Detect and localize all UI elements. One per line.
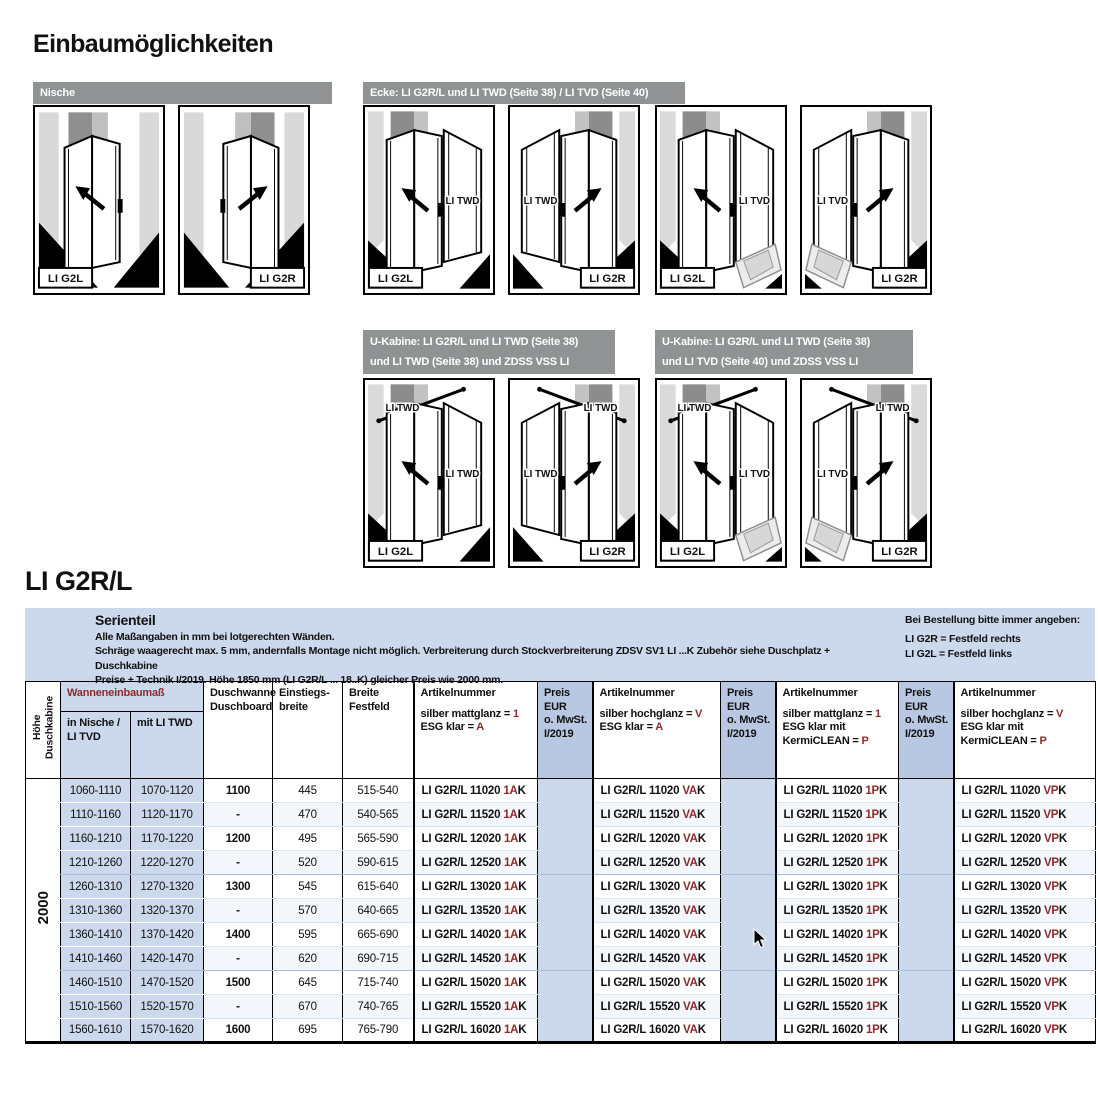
cell-einstiegsbreite: 695 — [273, 1019, 343, 1043]
cell-artikelnummer: LI G2R/L 11520 VAK — [593, 803, 721, 827]
cell-artikelnummer: LI G2R/L 13520 VPK — [954, 899, 1096, 923]
cell-artikelnummer: LI G2R/L 12520 1PK — [776, 851, 899, 875]
cell-wannenmass-nische: 1510-1560 — [61, 995, 131, 1019]
svg-text:LI TWD: LI TWD — [875, 402, 910, 414]
header-preis-1: Preis EUR o. MwSt. I/2019 — [538, 682, 593, 779]
product-title: LI G2R/L — [25, 566, 133, 596]
cell-artikelnummer: LI G2R/L 12020 VPK — [954, 827, 1096, 851]
section-bar-nische-label: Nische — [40, 87, 75, 99]
cell-artikelnummer: LI G2R/L 11520 1AK — [414, 803, 538, 827]
svg-text:LI G2R: LI G2R — [881, 546, 918, 559]
cell-artikelnummer: LI G2R/L 16020 VPK — [954, 1019, 1096, 1043]
diagram-ecke-li-g2l-tvd — [655, 105, 787, 295]
cell-artikelnummer: LI G2R/L 12020 1AK — [414, 827, 538, 851]
cell-einstiegsbreite: 670 — [273, 995, 343, 1019]
svg-text:LI TWD: LI TWD — [523, 195, 558, 207]
cell-preis — [721, 947, 776, 971]
cell-wannenmass-twd: 1320-1370 — [131, 899, 204, 923]
cell-breite-festfeld: 765-790 — [343, 1019, 414, 1043]
table-row — [26, 899, 1096, 923]
cell-artikelnummer: LI G2R/L 13520 1PK — [776, 899, 899, 923]
section-bar-ukabine-links — [363, 330, 615, 374]
order-note — [905, 613, 1093, 662]
section-bar-ukabine-links-line2: und LI TWD (Seite 38) und ZDSS VSS LI — [370, 356, 570, 368]
diagram-nische-li-g2r — [178, 105, 310, 295]
cell-wannenmass-twd: 1120-1170 — [131, 803, 204, 827]
diagram-ecke-li-g2l-twd — [363, 105, 495, 295]
cell-artikelnummer: LI G2R/L 14520 1AK — [414, 947, 538, 971]
svg-text:LI TVD: LI TVD — [738, 195, 771, 207]
cell-preis — [899, 947, 954, 971]
price-table-section — [25, 608, 1095, 1044]
cell-duschwanne: - — [204, 803, 273, 827]
cell-preis — [721, 851, 776, 875]
table-row — [26, 995, 1096, 1019]
svg-text:LI TWD: LI TWD — [583, 402, 618, 414]
cell-artikelnummer: LI G2R/L 16020 1PK — [776, 1019, 899, 1043]
cell-preis — [538, 971, 593, 995]
cell-artikelnummer: LI G2R/L 15520 1PK — [776, 995, 899, 1019]
svg-text:LI G2L: LI G2L — [377, 273, 414, 286]
cell-artikelnummer: LI G2R/L 13020 1PK — [776, 875, 899, 899]
cell-artikelnummer: LI G2R/L 11520 VPK — [954, 803, 1096, 827]
shower-diagram-art — [657, 380, 785, 566]
page-title: Einbaumöglichkeiten — [33, 30, 274, 58]
cell-preis — [721, 899, 776, 923]
shower-diagram-art — [657, 107, 785, 293]
cell-preis — [721, 827, 776, 851]
cell-duschwanne: - — [204, 995, 273, 1019]
diagram-ukabine-li-g2l-twd — [363, 378, 495, 568]
intro-line-2: Schräge waagerecht max. 5 mm, andernfalls Montage nicht möglich. Verbreiterung durch Stockverbreiterung ZDSV SV1 LI ...K Zubehör siehe Duschplatz + Duschkabine — [95, 645, 830, 672]
cell-wannenmass-twd: 1470-1520 — [131, 971, 204, 995]
cell-artikelnummer: LI G2R/L 13020 VPK — [954, 875, 1096, 899]
shower-diagram-art — [35, 107, 163, 293]
cell-einstiegsbreite: 645 — [273, 971, 343, 995]
cell-artikelnummer: LI G2R/L 16020 VAK — [593, 1019, 721, 1043]
section-bar-ukabine-rechts-line1: U-Kabine: LI G2R/L und LI TWD (Seite 38) — [662, 336, 871, 348]
cell-preis — [721, 803, 776, 827]
svg-text:LI TWD: LI TWD — [445, 468, 480, 480]
shower-diagram-art — [802, 380, 930, 566]
cell-einstiegsbreite: 495 — [273, 827, 343, 851]
header-hoehe-duschkabine: Höhe Duschkabine — [26, 682, 61, 779]
cell-artikelnummer: LI G2R/L 13020 VAK — [593, 875, 721, 899]
cell-wannenmass-twd: 1420-1470 — [131, 947, 204, 971]
cell-artikelnummer: LI G2R/L 12020 VAK — [593, 827, 721, 851]
cell-artikelnummer: LI G2R/L 14020 1AK — [414, 923, 538, 947]
cell-artikelnummer: LI G2R/L 13520 VAK — [593, 899, 721, 923]
diagram-ecke-li-g2r-tvd — [800, 105, 932, 295]
cell-breite-festfeld: 665-690 — [343, 923, 414, 947]
cell-preis — [721, 779, 776, 803]
cell-preis — [538, 995, 593, 1019]
shower-diagram-art — [365, 380, 493, 566]
cell-artikelnummer: LI G2R/L 12020 1PK — [776, 827, 899, 851]
cell-artikelnummer: LI G2R/L 11020 VPK — [954, 779, 1096, 803]
cell-preis — [899, 851, 954, 875]
table-row — [26, 923, 1096, 947]
cell-breite-festfeld: 715-740 — [343, 971, 414, 995]
table-row — [26, 779, 1096, 803]
cell-wannenmass-nische: 1360-1410 — [61, 923, 131, 947]
svg-text:LI TVD: LI TVD — [738, 468, 771, 480]
section-bar-ecke — [363, 82, 685, 104]
cell-artikelnummer: LI G2R/L 12520 VAK — [593, 851, 721, 875]
cell-preis — [538, 899, 593, 923]
diagram-nische-li-g2l — [33, 105, 165, 295]
shower-diagram-art — [180, 107, 308, 293]
cell-preis — [899, 923, 954, 947]
article-price-table — [25, 681, 1096, 1044]
cell-einstiegsbreite: 545 — [273, 875, 343, 899]
header-in-nische-li-tvd: in Nische / LI TVD — [61, 712, 131, 779]
header-wanneneinbaumass: Wanneneinbaumaß — [61, 682, 204, 712]
cell-einstiegsbreite: 445 — [273, 779, 343, 803]
cell-breite-festfeld: 540-565 — [343, 803, 414, 827]
cell-artikelnummer: LI G2R/L 15520 VAK — [593, 995, 721, 1019]
cell-preis — [538, 803, 593, 827]
cell-artikelnummer: LI G2R/L 14020 VAK — [593, 923, 721, 947]
cell-duschwanne: 1200 — [204, 827, 273, 851]
cell-preis — [899, 875, 954, 899]
table-row — [26, 947, 1096, 971]
shower-diagram-art — [802, 107, 930, 293]
cell-preis — [538, 851, 593, 875]
section-bar-ecke-label: Ecke: LI G2R/L und LI TWD (Seite 38) / LI TVD (Seite 40) — [370, 87, 649, 99]
cell-wannenmass-nische: 1460-1510 — [61, 971, 131, 995]
cell-artikelnummer: LI G2R/L 13020 1AK — [414, 875, 538, 899]
cell-duschwanne: 1300 — [204, 875, 273, 899]
cell-breite-festfeld: 740-765 — [343, 995, 414, 1019]
cell-preis — [899, 1019, 954, 1043]
cell-duschwanne: - — [204, 851, 273, 875]
cell-artikelnummer: LI G2R/L 14020 VPK — [954, 923, 1096, 947]
svg-text:LI G2L: LI G2L — [377, 546, 414, 559]
section-bar-ukabine-rechts-line2: und LI TVD (Seite 40) und ZDSS VSS LI — [662, 356, 859, 368]
cell-artikelnummer: LI G2R/L 14520 VAK — [593, 947, 721, 971]
table-row — [26, 971, 1096, 995]
svg-text:LI G2R: LI G2R — [589, 273, 626, 286]
cell-wannenmass-nische: 1560-1610 — [61, 1019, 131, 1043]
cell-artikelnummer: LI G2R/L 14520 1PK — [776, 947, 899, 971]
cell-preis — [721, 875, 776, 899]
cell-preis — [899, 899, 954, 923]
cell-artikelnummer: LI G2R/L 14520 VPK — [954, 947, 1096, 971]
cell-duschwanne: 1400 — [204, 923, 273, 947]
order-note-title: Bei Bestellung bitte immer angeben: — [905, 614, 1081, 626]
table-row — [26, 827, 1096, 851]
cell-einstiegsbreite: 520 — [273, 851, 343, 875]
header-mit-li-twd: mit LI TWD — [131, 712, 204, 779]
cell-wannenmass-twd: 1370-1420 — [131, 923, 204, 947]
order-note-line2: LI G2L = Festfeld links — [905, 648, 1012, 660]
cell-preis — [899, 803, 954, 827]
table-row — [26, 1019, 1096, 1043]
table-intro-text — [95, 613, 890, 688]
cell-artikelnummer: LI G2R/L 11020 1AK — [414, 779, 538, 803]
cell-breite-festfeld: 690-715 — [343, 947, 414, 971]
cell-breite-festfeld: 515-540 — [343, 779, 414, 803]
cell-artikelnummer: LI G2R/L 16020 1AK — [414, 1019, 538, 1043]
cell-wannenmass-nische: 1310-1360 — [61, 899, 131, 923]
cell-preis — [899, 827, 954, 851]
cell-artikelnummer: LI G2R/L 11020 1PK — [776, 779, 899, 803]
order-note-line1: LI G2R = Festfeld rechts — [905, 633, 1021, 645]
cell-preis — [538, 1019, 593, 1043]
section-bar-ukabine-links-line1: U-Kabine: LI G2R/L und LI TWD (Seite 38) — [370, 336, 579, 348]
cell-preis — [538, 875, 593, 899]
cell-wannenmass-nische: 1210-1260 — [61, 851, 131, 875]
table-row — [26, 803, 1096, 827]
header-artikelnummer-vak: Artikelnummer silber hochglanz = V ESG klar = A — [593, 682, 721, 779]
cell-breite-festfeld: 640-665 — [343, 899, 414, 923]
cell-einstiegsbreite: 470 — [273, 803, 343, 827]
svg-text:LI G2R: LI G2R — [259, 273, 296, 286]
cell-preis — [899, 995, 954, 1019]
cell-breite-festfeld: 565-590 — [343, 827, 414, 851]
section-bar-nische — [33, 82, 332, 104]
cell-einstiegsbreite: 620 — [273, 947, 343, 971]
cell-wannenmass-nische: 1260-1310 — [61, 875, 131, 899]
cell-wannenmass-nische: 1410-1460 — [61, 947, 131, 971]
cell-artikelnummer: LI G2R/L 14020 1PK — [776, 923, 899, 947]
cell-wannenmass-nische: 1060-1110 — [61, 779, 131, 803]
header-preis-2: Preis EUR o. MwSt. I/2019 — [721, 682, 776, 779]
cell-breite-festfeld: 590-615 — [343, 851, 414, 875]
cell-wannenmass-twd: 1270-1320 — [131, 875, 204, 899]
cell-artikelnummer: LI G2R/L 15520 VPK — [954, 995, 1096, 1019]
shower-diagram-art — [510, 107, 638, 293]
diagram-ukabine-li-g2r-twd — [508, 378, 640, 568]
diagram-ukabine-li-g2r-tvd — [800, 378, 932, 568]
cell-artikelnummer: LI G2R/L 12520 VPK — [954, 851, 1096, 875]
cell-preis — [538, 947, 593, 971]
cell-artikelnummer: LI G2R/L 12520 1AK — [414, 851, 538, 875]
header-artikelnummer-1ak: Artikelnummer silber mattglanz = 1 ESG klar = A — [414, 682, 538, 779]
shower-diagram-art — [510, 380, 638, 566]
cell-artikelnummer: LI G2R/L 15020 1PK — [776, 971, 899, 995]
cell-wannenmass-nische: 1110-1160 — [61, 803, 131, 827]
cell-artikelnummer: LI G2R/L 11020 VAK — [593, 779, 721, 803]
cell-duschwanne: - — [204, 899, 273, 923]
cell-artikelnummer: LI G2R/L 15020 VAK — [593, 971, 721, 995]
cell-duschwanne: 1100 — [204, 779, 273, 803]
header-einstiegsbreite: Einstiegs- breite — [273, 682, 343, 779]
table-intro — [25, 608, 1095, 686]
cell-preis — [899, 779, 954, 803]
cell-breite-festfeld: 615-640 — [343, 875, 414, 899]
cell-artikelnummer: LI G2R/L 15520 1AK — [414, 995, 538, 1019]
mouse-cursor-icon — [753, 928, 768, 949]
cell-artikelnummer: LI G2R/L 15020 VPK — [954, 971, 1096, 995]
header-artikelnummer-1pk: Artikelnummer silber mattglanz = 1 ESG klar mit KermiCLEAN = P — [776, 682, 899, 779]
svg-text:LI TVD: LI TVD — [816, 195, 849, 207]
cell-wannenmass-twd: 1220-1270 — [131, 851, 204, 875]
height-group-label: 2000 — [26, 779, 61, 1043]
header-breite-festfeld: Breite Festfeld — [343, 682, 414, 779]
section-bar-ukabine-rechts — [655, 330, 913, 374]
svg-text:LI TWD: LI TWD — [385, 402, 420, 414]
intro-line-3: Preise + Technik I/2019. Höhe 1850 mm (LI G2R/L ... 18..K) gleicher Preis wie 2000 mm. — [95, 674, 503, 686]
table-row — [26, 875, 1096, 899]
cell-wannenmass-twd: 1570-1620 — [131, 1019, 204, 1043]
cell-preis — [721, 995, 776, 1019]
cell-artikelnummer: LI G2R/L 15020 1AK — [414, 971, 538, 995]
svg-text:LI G2R: LI G2R — [589, 546, 626, 559]
cell-wannenmass-twd: 1070-1120 — [131, 779, 204, 803]
svg-text:LI TWD: LI TWD — [445, 195, 480, 207]
cell-wannenmass-twd: 1520-1570 — [131, 995, 204, 1019]
cell-preis — [899, 971, 954, 995]
cell-preis — [721, 971, 776, 995]
diagram-ukabine-li-g2l-tvd — [655, 378, 787, 568]
cell-wannenmass-twd: 1170-1220 — [131, 827, 204, 851]
shower-diagram-art — [365, 107, 493, 293]
cell-einstiegsbreite: 570 — [273, 899, 343, 923]
svg-text:LI G2R: LI G2R — [881, 273, 918, 286]
cell-artikelnummer: LI G2R/L 13520 1AK — [414, 899, 538, 923]
svg-text:LI TVD: LI TVD — [816, 468, 849, 480]
cell-duschwanne: 1600 — [204, 1019, 273, 1043]
diagram-ecke-li-g2r-twd — [508, 105, 640, 295]
cell-artikelnummer: LI G2R/L 11520 1PK — [776, 803, 899, 827]
cell-wannenmass-nische: 1160-1210 — [61, 827, 131, 851]
cell-preis — [538, 923, 593, 947]
cell-preis — [721, 1019, 776, 1043]
header-artikelnummer-vpk: Artikelnummer silber hochglanz = V ESG klar mit KermiCLEAN = P — [954, 682, 1096, 779]
cell-duschwanne: 1500 — [204, 971, 273, 995]
cell-duschwanne: - — [204, 947, 273, 971]
cell-einstiegsbreite: 595 — [273, 923, 343, 947]
serienteil-title: Serienteil — [95, 612, 156, 628]
svg-text:LI TWD: LI TWD — [523, 468, 558, 480]
svg-text:LI G2L: LI G2L — [47, 273, 84, 286]
cell-preis — [538, 779, 593, 803]
header-duschwanne: Duschwanne Duschboard — [204, 682, 273, 779]
table-row — [26, 851, 1096, 875]
svg-text:LI G2L: LI G2L — [669, 273, 706, 286]
header-preis-3: Preis EUR o. MwSt. I/2019 — [899, 682, 954, 779]
cell-preis — [538, 827, 593, 851]
table-body — [26, 779, 1096, 1043]
intro-line-1: Alle Maßangaben in mm bei lotgerechten Wänden. — [95, 630, 335, 643]
svg-text:LI G2L: LI G2L — [669, 546, 706, 559]
svg-text:LI TWD: LI TWD — [677, 402, 712, 414]
